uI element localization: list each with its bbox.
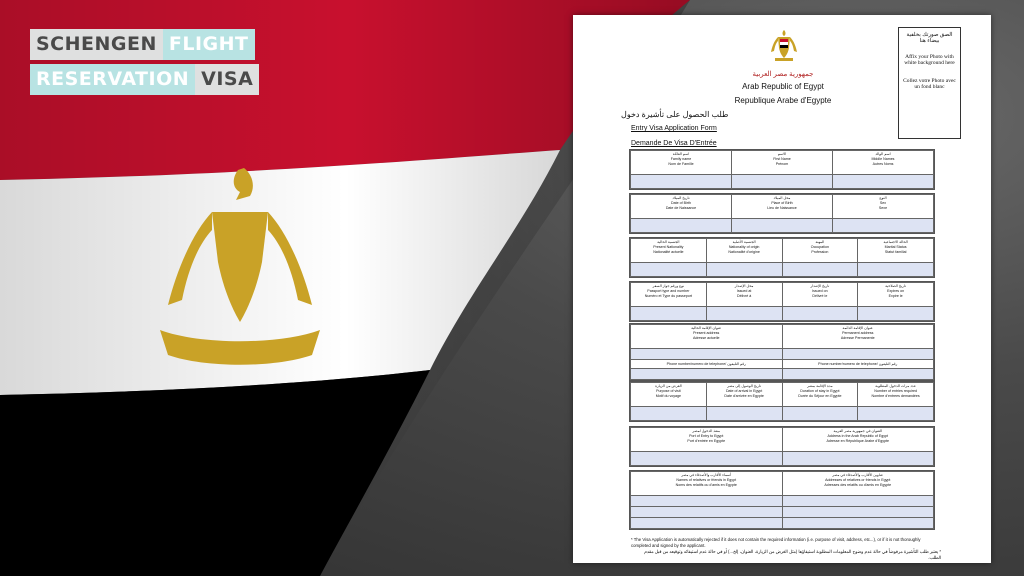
label-date-of-birth: تاريخ الميلاد Date of Birth Date de Naissance	[631, 195, 732, 219]
label-permanent-address: عنوان الإقامة الدائمة Permanent address Adresse Permanente	[782, 325, 934, 349]
expires-on-field[interactable]	[858, 307, 934, 321]
port-of-entry-field[interactable]	[631, 452, 783, 466]
date-of-arrival-field[interactable]	[706, 407, 782, 421]
form-title-french: Demande De Visa D'Entrée	[631, 140, 717, 147]
label-occupation: المهنة Occupation Profession	[782, 239, 858, 263]
photo-box[interactable]	[898, 27, 961, 139]
form-title-english: Entry Visa Application Form	[631, 125, 717, 132]
logo-word-reservation: RESERVATION	[30, 64, 195, 95]
egypt-emblem-icon	[769, 28, 799, 62]
date-of-birth-field[interactable]	[631, 219, 732, 233]
header-english: Arab Republic of Egypt	[742, 82, 824, 91]
label-issued-at: محل الإصدار Issued at Délivré à	[706, 283, 782, 307]
label-relatives-names: أسماء الأقارب والأصدقاء في مصر Names of relatives or friends in Egypt Noms des relatifs ou d'amis en Egypte	[631, 472, 783, 496]
logo-word-flight: FLIGHT	[163, 29, 255, 60]
label-family-name: اسم العائلة Family name Nom de Famille	[631, 151, 732, 175]
label-sex: النوع Sex Sexe	[833, 195, 934, 219]
permanent-phone-field[interactable]	[782, 369, 934, 380]
note-arabic: * يعتبر طلب التأشيرة مرفوضاً في حالة عدم وضوح المعلومات المطلوبة استيفاؤها (مثل الغرض من الزيارة، العنوان، إلخ...) أو في حالة عدم استيفائه وتوقيعه من قبل مقدم الطلب.	[644, 549, 941, 560]
marital-status-field[interactable]	[858, 263, 934, 277]
relative-address-field[interactable]	[782, 496, 934, 507]
label-expires-on: تاريخ الصلاحية Expires on Expire le	[858, 283, 934, 307]
nationality-origin-field[interactable]	[706, 263, 782, 277]
present-phone-label: Phone number/numero de telephone/ رقم التليفون	[631, 360, 783, 369]
header-arabic: جمهورية مصر العربية	[752, 71, 814, 78]
section-nationality	[629, 237, 935, 278]
label-issued-on: تاريخ الإصدار Issued on Délivré le	[782, 283, 858, 307]
section-entry	[629, 426, 935, 467]
relative-name-field[interactable]	[631, 496, 783, 507]
permanent-address-field[interactable]	[782, 349, 934, 360]
issued-at-field[interactable]	[706, 307, 782, 321]
label-place-of-birth: محل الميلاد Place of Birth Lieu de Naissance	[732, 195, 833, 219]
sex-field[interactable]	[833, 219, 934, 233]
section-birth	[629, 193, 935, 234]
form-title-arabic: طلب الحصول على تأشيرة دخول	[621, 110, 729, 119]
relative-name-field[interactable]	[631, 507, 783, 518]
first-name-field[interactable]	[732, 175, 833, 189]
permanent-phone-label: Phone number/numero de telephone/ رقم التليفون	[782, 360, 934, 369]
issued-on-field[interactable]	[782, 307, 858, 321]
present-phone-field[interactable]	[631, 369, 783, 380]
photo-label-arabic: الصق صورتك بخلفية بيضاء هنا	[906, 32, 953, 44]
brand-logo	[30, 29, 254, 95]
label-port-of-entry: منفذ الدخول لمصر Port of Entry to Egypt Port d'entrée en Egypte	[631, 428, 783, 452]
relative-name-field[interactable]	[631, 518, 783, 529]
label-relatives-addresses: عناوين الأقارب والأصدقاء في مصر Addresses of relatives or friends in Egypt Adresses des relatifs ou d'amis en Egypte	[782, 472, 934, 496]
section-passport	[629, 281, 935, 322]
label-passport-number: نوع ورقم جواز السفر Passport type and number Numéro et Type du passeport	[631, 283, 707, 307]
visa-application-form	[573, 15, 991, 563]
purpose-of-visit-field[interactable]	[631, 407, 707, 421]
label-present-nationality: الجنسية الحالية Present Nationality Nationalité actuelle	[631, 239, 707, 263]
place-of-birth-field[interactable]	[732, 219, 833, 233]
label-date-of-arrival: تاريخ الوصول إلى مصر Date of arrival in Egypt Date d'arrivée en Egypte	[706, 383, 782, 407]
address-in-egypt-field[interactable]	[782, 452, 934, 466]
family-name-field[interactable]	[631, 175, 732, 189]
section-relatives	[629, 470, 935, 530]
occupation-field[interactable]	[782, 263, 858, 277]
label-marital-status: الحالة الاجتماعية Marital Status Statut familial	[858, 239, 934, 263]
photo-label-english: Affix your Photo with white background here	[904, 54, 955, 66]
label-purpose-of-visit: الغرض من الزيارة Purpose of visit Motif du voyage	[631, 383, 707, 407]
relative-address-field[interactable]	[782, 507, 934, 518]
relative-address-field[interactable]	[782, 518, 934, 529]
section-names	[629, 149, 935, 190]
section-address	[629, 323, 935, 381]
label-present-address: عنوان الإقامة الحالية Present address Adresse actuelle	[631, 325, 783, 349]
present-nationality-field[interactable]	[631, 263, 707, 277]
header-french: Republique Arabe d'Egypte	[734, 96, 832, 105]
passport-number-field[interactable]	[631, 307, 707, 321]
number-of-entries-field[interactable]	[858, 407, 934, 421]
label-duration-of-stay: مدة الإقامة بمصر Duration of stay in Egypt Durée du Séjour en Egypte	[782, 383, 858, 407]
label-middle-names: اسم الوالد Middle Names Autres Noms	[833, 151, 934, 175]
duration-of-stay-field[interactable]	[782, 407, 858, 421]
present-address-field[interactable]	[631, 349, 783, 360]
section-visit	[629, 381, 935, 422]
label-number-of-entries: عدد مرات الدخول المطلوبة Number of entries required Nombre d'entrees demandées	[858, 383, 934, 407]
logo-word-schengen: SCHENGEN	[30, 29, 163, 60]
middle-names-field[interactable]	[833, 175, 934, 189]
label-nationality-origin: الجنسية الأصلية Nationality of origin Nationalité d'origine	[706, 239, 782, 263]
logo-word-visa: VISA	[195, 64, 259, 95]
label-first-name: الاسم First Name Prénom	[732, 151, 833, 175]
photo-label-french: Collez votre Photo avec un fond blanc	[903, 78, 956, 90]
note-english: * The Visa Application is automatically rejected if it does not contain the required information (i.e. purpose of visit, address, etc...), or if it is not thoroughly completed and signed by the applicant.	[631, 537, 921, 548]
label-address-in-egypt: العنوان في جمهورية مصر العربية Address in the Arab Republic of Egypt Adresse en République Arabe d'Egypte	[782, 428, 934, 452]
